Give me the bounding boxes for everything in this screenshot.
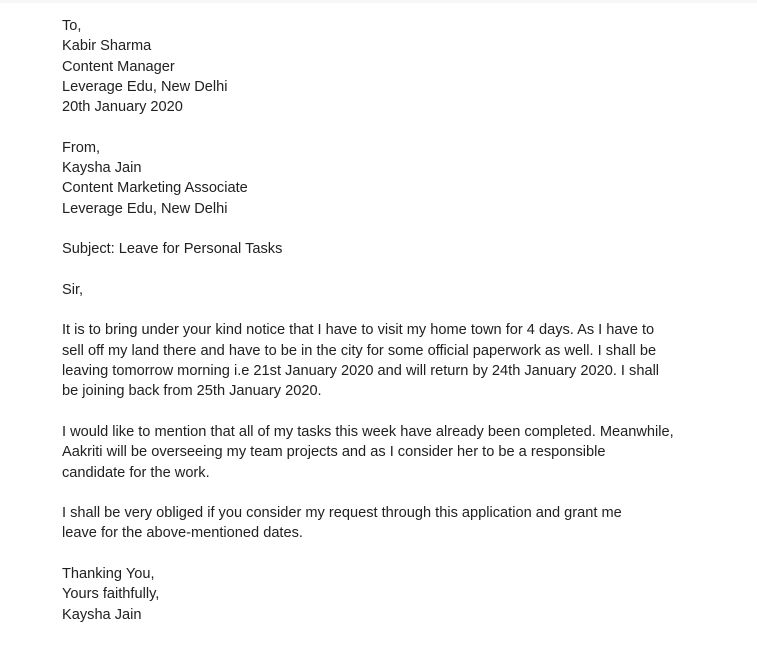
recipient-name: Kabir Sharma	[62, 38, 152, 55]
top-strip	[0, 0, 757, 3]
closing-block	[62, 564, 702, 625]
closing-valediction: Yours faithfully,	[62, 586, 160, 603]
sender-designation: Content Marketing Associate	[62, 180, 248, 197]
closing-thanks: Thanking You,	[62, 566, 155, 583]
paragraph-line: be joining back from 25th January 2020.	[62, 383, 322, 400]
closing-signature: Kaysha Jain	[62, 606, 142, 623]
paragraph-line: I would like to mention that all of my tasks this week have already been completed. Meanwhile,	[62, 423, 674, 440]
body-paragraph-1	[62, 320, 702, 401]
recipient-organization: Leverage Edu, New Delhi	[62, 78, 228, 95]
paragraph-line: leave for the above-mentioned dates.	[62, 525, 303, 542]
paragraph-line: It is to bring under your kind notice that I have to visit my home town for 4 days. As I have to	[62, 322, 655, 339]
paragraph-line: I shall be very obliged if you consider my request through this application and grant me	[62, 505, 622, 522]
sender-name: Kaysha Jain	[62, 160, 142, 177]
salutation	[62, 280, 702, 300]
from-heading: From,	[62, 139, 101, 156]
recipient-block	[62, 16, 702, 117]
body-paragraph-3	[62, 503, 702, 544]
salutation-text: Sir,	[62, 281, 84, 298]
sender-organization: Leverage Edu, New Delhi	[62, 200, 228, 217]
subject-line	[62, 239, 702, 259]
subject-text: Subject: Leave for Personal Tasks	[62, 241, 283, 258]
to-heading: To,	[62, 18, 82, 34]
letter-date: 20th January 2020	[62, 99, 183, 116]
paragraph-line: candidate for the work.	[62, 464, 210, 481]
recipient-designation: Content Manager	[62, 58, 175, 75]
paragraph-line: sell off my land there and have to be in the city for some official paperwork as well. I shall be	[62, 342, 657, 359]
sender-block	[62, 138, 702, 219]
leave-letter	[62, 16, 702, 645]
paragraph-line: Aakriti will be overseeing my team projects and as I consider her to be a responsible	[62, 444, 606, 461]
body-paragraph-2	[62, 422, 702, 483]
paragraph-line: leaving tomorrow morning i.e 21st January 2020 and will return by 24th January 2020. I shall	[62, 363, 660, 380]
